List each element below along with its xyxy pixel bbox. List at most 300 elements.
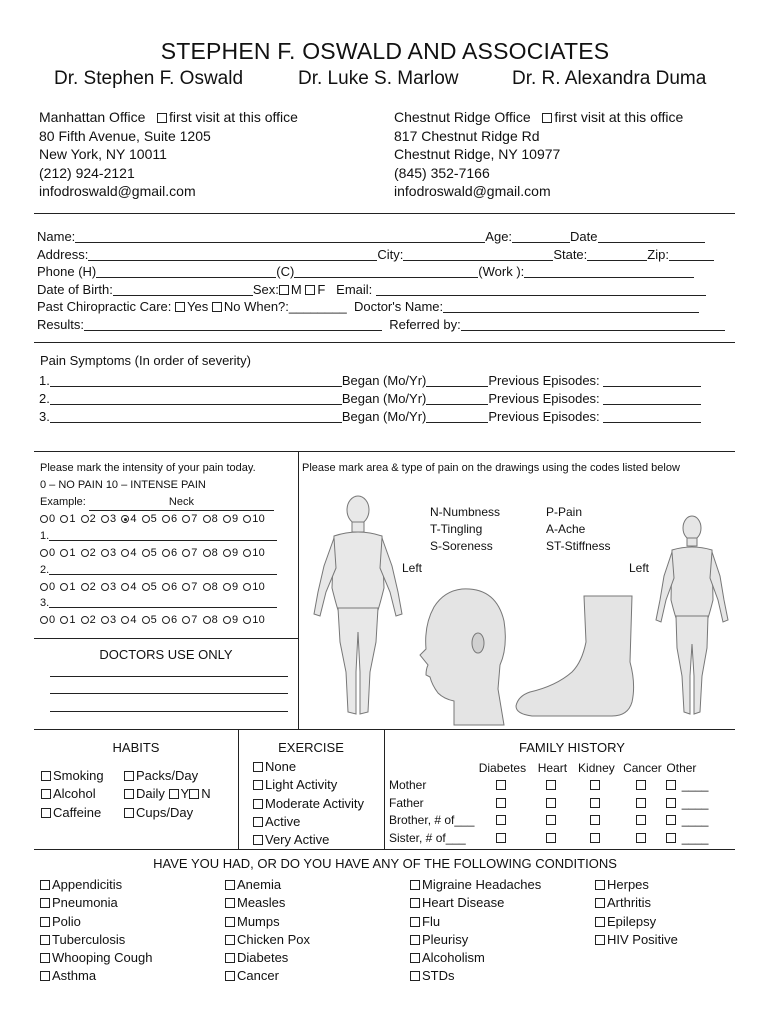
daily-no-label: N	[201, 786, 211, 802]
radio-icon[interactable]	[182, 515, 190, 523]
radio-icon[interactable]	[60, 515, 68, 523]
daily-checkbox[interactable]	[124, 789, 134, 799]
sister-heart-checkbox[interactable]	[546, 833, 556, 843]
condition-item[interactable]	[225, 968, 310, 986]
radio-icon[interactable]	[60, 549, 68, 557]
conditions-col1	[40, 877, 152, 987]
radio-icon[interactable]	[203, 549, 211, 557]
radio-icon[interactable]	[223, 549, 231, 557]
daily-yes-checkbox[interactable]	[169, 789, 179, 799]
intensity-option-6[interactable]	[162, 547, 177, 559]
past-care-no-when-label: No When?:________	[223, 299, 347, 315]
radio-icon[interactable]	[162, 583, 170, 591]
alcohol-checkbox[interactable]	[41, 789, 51, 799]
divider	[34, 213, 735, 214]
column-heart: Heart	[537, 760, 568, 775]
intensity-option-6[interactable]	[162, 513, 177, 525]
condition-label: Cancer	[237, 968, 279, 984]
radio-icon[interactable]	[162, 616, 170, 624]
row-number: 3.	[40, 597, 50, 610]
symptom-row	[39, 372, 701, 390]
radio-icon[interactable]	[243, 515, 251, 523]
intensity-option-9[interactable]	[223, 581, 238, 593]
condition-item[interactable]	[410, 932, 541, 950]
radio-icon[interactable]	[243, 549, 251, 557]
name-field[interactable]	[75, 230, 485, 243]
mother-other-checkbox[interactable]	[666, 780, 676, 790]
name-label: Name:	[37, 229, 76, 244]
radio-icon[interactable]	[142, 515, 150, 523]
radio-icon[interactable]	[81, 583, 89, 591]
exercise-light-checkbox[interactable]	[253, 780, 263, 790]
left-label-back: Left	[629, 561, 650, 575]
office-name: Manhattan Office	[39, 109, 146, 125]
condition-item[interactable]	[225, 895, 310, 913]
intensity-option-8[interactable]	[203, 547, 218, 559]
cups-per-day-checkbox[interactable]	[124, 808, 134, 818]
brother-diabetes-checkbox[interactable]	[496, 815, 506, 825]
condition-label: Herpes	[607, 877, 649, 892]
intensity-value: 10	[252, 546, 265, 559]
condition-item[interactable]	[225, 914, 310, 932]
doctors-name-label: Doctor's Name:	[353, 299, 444, 315]
condition-item[interactable]	[225, 950, 310, 968]
mother-cancer-checkbox[interactable]	[636, 780, 646, 790]
phone-cell-field[interactable]	[294, 265, 478, 278]
row-label: Brother, # of___	[389, 813, 475, 828]
intensity-option-5[interactable]	[142, 513, 157, 525]
foot-figure[interactable]	[512, 592, 646, 724]
pain-area-field[interactable]	[49, 562, 277, 575]
intensity-option-8[interactable]	[203, 581, 218, 593]
previous-label: Previous Episodes:	[488, 390, 600, 406]
condition-item[interactable]	[225, 932, 310, 950]
daily-no-checkbox[interactable]	[189, 789, 199, 799]
intensity-option-10[interactable]	[243, 547, 265, 559]
radio-icon[interactable]	[40, 583, 48, 591]
other-blank[interactable]: ____	[681, 778, 709, 793]
body-front-figure[interactable]	[308, 492, 408, 724]
condition-checkbox[interactable]	[40, 898, 50, 908]
radio-icon[interactable]	[121, 549, 129, 557]
habits-col2	[124, 767, 211, 822]
radio-icon[interactable]	[101, 549, 109, 557]
alcohol-label: Alcohol	[53, 786, 96, 802]
sister-cancer-checkbox[interactable]	[636, 833, 646, 843]
city-field[interactable]	[403, 248, 553, 261]
email-field[interactable]	[376, 283, 706, 296]
intensity-value: 0	[49, 614, 56, 627]
symptom-field[interactable]	[50, 392, 342, 405]
condition-checkbox[interactable]	[225, 898, 235, 908]
intensity-option-6[interactable]	[162, 614, 177, 626]
condition-label: Polio	[52, 913, 81, 929]
mother-heart-checkbox[interactable]	[546, 780, 556, 790]
began-label: Began (Mo/Yr)	[341, 373, 427, 388]
intensity-option-5[interactable]	[142, 581, 157, 593]
first-visit-label: first visit at this office	[554, 109, 684, 125]
condition-item[interactable]	[40, 877, 152, 895]
intensity-value: 7	[191, 546, 198, 559]
office-manhattan	[39, 108, 298, 201]
brother-other-checkbox[interactable]	[666, 815, 676, 825]
condition-label: HIV Positive	[607, 931, 678, 947]
exercise-very-active-checkbox[interactable]	[253, 835, 263, 845]
body-back-figure[interactable]	[652, 514, 732, 724]
intensity-value: 2	[89, 513, 96, 526]
radio-icon[interactable]	[121, 616, 129, 624]
condition-item[interactable]	[595, 914, 678, 932]
condition-checkbox[interactable]	[225, 935, 235, 945]
condition-checkbox[interactable]	[410, 898, 420, 908]
condition-item[interactable]	[40, 932, 152, 950]
intensity-option-1[interactable]	[60, 614, 75, 626]
dob-field[interactable]	[113, 283, 253, 296]
packs-per-day-checkbox[interactable]	[124, 771, 134, 781]
began-field[interactable]	[426, 392, 488, 405]
radio-icon[interactable]	[223, 515, 231, 523]
state-field[interactable]	[587, 248, 647, 261]
condition-item[interactable]	[40, 950, 152, 968]
head-profile-figure[interactable]	[414, 585, 510, 730]
date-field[interactable]	[598, 230, 705, 243]
past-care-yes-checkbox[interactable]	[175, 302, 185, 312]
radio-icon[interactable]	[182, 549, 190, 557]
divider	[34, 638, 298, 639]
previous-field[interactable]	[603, 392, 701, 405]
intensity-option-0[interactable]	[40, 581, 55, 593]
referred-by-field[interactable]	[461, 318, 725, 331]
radio-icon[interactable]	[243, 616, 251, 624]
intensity-value: 5	[150, 546, 157, 559]
radio-icon[interactable]	[162, 549, 170, 557]
pain-area-field[interactable]	[49, 528, 277, 541]
intensity-option-7[interactable]	[182, 614, 197, 626]
condition-item[interactable]	[410, 914, 541, 932]
age-label: Age:	[485, 229, 513, 244]
intensity-value: 2	[89, 614, 96, 627]
intensity-section	[40, 460, 277, 629]
divider	[34, 849, 735, 850]
intensity-option-2[interactable]	[81, 581, 96, 593]
radio-icon[interactable]	[40, 616, 48, 624]
sex-label: Sex:	[252, 281, 279, 297]
exercise-active-checkbox[interactable]	[253, 817, 263, 827]
condition-item[interactable]	[40, 895, 152, 913]
intensity-option-0[interactable]	[40, 547, 55, 559]
condition-item[interactable]	[225, 877, 310, 895]
radio-icon[interactable]	[203, 616, 211, 624]
doctor-2: Dr. Luke S. Marlow	[298, 68, 459, 89]
radio-icon[interactable]	[162, 515, 170, 523]
intensity-value: 1	[69, 614, 76, 627]
father-cancer-checkbox[interactable]	[636, 798, 646, 808]
exercise-moderate-checkbox[interactable]	[253, 799, 263, 809]
code-ache: A-Ache	[546, 522, 586, 536]
condition-checkbox[interactable]	[225, 953, 235, 963]
intensity-value: 9	[231, 580, 239, 593]
column-cancer: Cancer	[623, 760, 662, 775]
mother-kidney-checkbox[interactable]	[590, 780, 600, 790]
radio-icon[interactable]	[203, 515, 211, 523]
family-history-heading: FAMILY HISTORY	[519, 740, 625, 755]
condition-checkbox[interactable]	[410, 971, 420, 981]
radio-icon[interactable]	[60, 583, 68, 591]
first-visit-checkbox[interactable]	[157, 113, 167, 123]
father-other-checkbox[interactable]	[666, 798, 676, 808]
intensity-value: 8	[211, 580, 218, 593]
condition-item[interactable]	[40, 968, 152, 986]
radio-icon[interactable]	[223, 616, 231, 624]
radio-icon[interactable]	[81, 616, 89, 624]
office-phone: (212) 924-2121	[39, 164, 135, 181]
pain-symptoms-heading: Pain Symptoms (In order of severity)	[40, 353, 251, 368]
sex-male-label: M	[290, 281, 302, 297]
row-label: Sister, # of___	[389, 830, 466, 845]
intensity-value: 8	[211, 614, 218, 627]
family-history-table	[389, 759, 720, 847]
condition-checkbox[interactable]	[595, 935, 605, 945]
phone-home-label: Phone (H)	[37, 264, 97, 280]
radio-icon[interactable]	[101, 616, 109, 624]
intensity-option-3[interactable]	[101, 581, 116, 593]
condition-checkbox[interactable]	[225, 880, 235, 890]
exercise-light-label: Light Activity	[265, 777, 338, 793]
intensity-value: 0	[49, 546, 56, 559]
intensity-value: 8	[211, 546, 218, 559]
condition-checkbox[interactable]	[410, 953, 420, 963]
symptom-field[interactable]	[50, 374, 342, 387]
began-label: Began (Mo/Yr)	[341, 390, 427, 406]
radio-icon[interactable]	[223, 583, 231, 591]
code-tingling: T-Tingling	[430, 522, 483, 536]
phone-home-field[interactable]	[96, 265, 276, 278]
intensity-value: 2	[89, 546, 96, 559]
intensity-option-1[interactable]	[60, 513, 75, 525]
radio-icon[interactable]	[121, 583, 129, 591]
condition-checkbox[interactable]	[595, 898, 605, 908]
condition-label: Pneumonia	[52, 895, 118, 911]
smoking-checkbox[interactable]	[41, 771, 51, 781]
intensity-option-0[interactable]	[40, 513, 55, 525]
brother-kidney-checkbox[interactable]	[590, 815, 600, 825]
condition-item[interactable]	[40, 914, 152, 932]
doctors-line	[50, 711, 288, 712]
previous-field[interactable]	[603, 410, 701, 423]
sister-kidney-checkbox[interactable]	[590, 833, 600, 843]
condition-item[interactable]	[410, 877, 541, 895]
intensity-scale-description: 0 – NO PAIN 10 – INTENSE PAIN	[40, 478, 206, 491]
intensity-value: 2	[89, 580, 96, 593]
sex-male-checkbox[interactable]	[279, 285, 289, 295]
other-blank[interactable]: ____	[681, 795, 709, 810]
radio-icon[interactable]	[40, 515, 48, 523]
brother-cancer-checkbox[interactable]	[636, 815, 646, 825]
intensity-value: 7	[191, 580, 198, 593]
intensity-option-3[interactable]	[101, 547, 116, 559]
intensity-scale-3[interactable]	[40, 612, 277, 629]
intensity-option-10[interactable]	[243, 614, 265, 626]
father-heart-checkbox[interactable]	[546, 798, 556, 808]
intensity-option-9[interactable]	[223, 547, 238, 559]
condition-item[interactable]	[410, 895, 541, 913]
intensity-option-2[interactable]	[81, 614, 96, 626]
radio-icon[interactable]	[101, 515, 109, 523]
began-field[interactable]	[426, 410, 488, 423]
intensity-option-7[interactable]	[182, 547, 197, 559]
office-address1: 80 Fifth Avenue, Suite 1205	[39, 127, 211, 144]
intensity-option-2[interactable]	[81, 513, 96, 525]
began-field[interactable]	[426, 374, 488, 387]
intensity-value: 3	[109, 614, 117, 627]
condition-checkbox[interactable]	[595, 917, 605, 927]
brother-heart-checkbox[interactable]	[546, 815, 556, 825]
condition-item[interactable]	[410, 950, 541, 968]
results-field[interactable]	[84, 318, 382, 331]
exercise-none-checkbox[interactable]	[253, 762, 263, 772]
intensity-option-1[interactable]	[60, 581, 75, 593]
first-visit-checkbox[interactable]	[542, 113, 552, 123]
intensity-option-4[interactable]	[121, 581, 136, 593]
office-email: infodroswald@gmail.com	[394, 183, 551, 200]
condition-checkbox[interactable]	[225, 971, 235, 981]
intensity-option-9[interactable]	[223, 513, 238, 525]
condition-item[interactable]	[595, 877, 678, 895]
doctors-line	[50, 693, 288, 694]
state-label: State:	[553, 246, 588, 262]
intensity-option-8[interactable]	[203, 614, 218, 626]
condition-checkbox[interactable]	[40, 935, 50, 945]
condition-item[interactable]	[410, 968, 541, 986]
intensity-instruction: Please mark the intensity of your pain today.	[40, 462, 256, 474]
condition-item[interactable]	[595, 932, 678, 950]
phone-cell-label: (C)	[276, 264, 295, 280]
condition-label: Whooping Cough	[52, 950, 153, 966]
radio-icon[interactable]	[121, 515, 129, 523]
began-label: Began (Mo/Yr)	[341, 408, 427, 424]
intensity-option-9[interactable]	[223, 614, 238, 626]
past-care-label: Past Chiropractic Care:	[37, 299, 172, 315]
referred-by-label: Referred by:	[389, 316, 461, 332]
intensity-option-4[interactable]	[121, 614, 136, 626]
condition-checkbox[interactable]	[40, 917, 50, 927]
radio-icon[interactable]	[81, 515, 89, 523]
conditions-col2	[225, 877, 310, 987]
intensity-option-3[interactable]	[101, 614, 116, 626]
symptom-field[interactable]	[50, 410, 342, 423]
doctors-name-field[interactable]	[443, 300, 699, 313]
intensity-value: 10	[252, 580, 265, 593]
condition-label: Heart Disease	[422, 895, 505, 911]
radio-icon[interactable]	[60, 616, 68, 624]
intensity-value: 1	[69, 513, 76, 526]
previous-field[interactable]	[603, 374, 701, 387]
row-number: 3.	[39, 408, 50, 424]
radio-icon[interactable]	[81, 549, 89, 557]
condition-label: STDs	[422, 968, 455, 984]
divider	[298, 451, 299, 729]
condition-item[interactable]	[595, 895, 678, 913]
intensity-option-5[interactable]	[142, 547, 157, 559]
intensity-option-7[interactable]	[182, 581, 197, 593]
divider	[34, 451, 735, 452]
phone-work-field[interactable]	[524, 265, 694, 278]
condition-label: Diabetes	[237, 950, 289, 966]
condition-checkbox[interactable]	[225, 917, 235, 927]
condition-checkbox[interactable]	[595, 880, 605, 890]
intensity-scale-1[interactable]	[40, 545, 277, 562]
other-blank[interactable]: ____	[681, 813, 709, 828]
radio-icon[interactable]	[40, 549, 48, 557]
intensity-option-1[interactable]	[60, 547, 75, 559]
condition-checkbox[interactable]	[410, 935, 420, 945]
intensity-option-2[interactable]	[81, 547, 96, 559]
radio-icon[interactable]	[203, 583, 211, 591]
left-label-front: Left	[402, 561, 423, 575]
exercise-none-label: None	[265, 759, 297, 774]
radio-icon[interactable]	[182, 583, 190, 591]
row-number: 2.	[40, 563, 50, 576]
condition-checkbox[interactable]	[410, 880, 420, 890]
radio-icon[interactable]	[142, 549, 150, 557]
radio-icon[interactable]	[142, 583, 150, 591]
codes-left	[430, 504, 500, 555]
mother-diabetes-checkbox[interactable]	[496, 780, 506, 790]
intensity-option-10[interactable]	[243, 581, 265, 593]
pain-area-field[interactable]	[49, 595, 277, 608]
intensity-option-10[interactable]	[243, 513, 265, 525]
intensity-option-0[interactable]	[40, 614, 55, 626]
intensity-option-6[interactable]	[162, 581, 177, 593]
condition-checkbox[interactable]	[40, 880, 50, 890]
radio-icon[interactable]	[182, 616, 190, 624]
intensity-value: 9	[231, 513, 239, 526]
habits-col1	[41, 767, 104, 822]
caffeine-checkbox[interactable]	[41, 808, 51, 818]
intensity-option-3[interactable]	[101, 513, 116, 525]
code-stiffness: ST-Stiffness	[546, 539, 611, 553]
condition-checkbox[interactable]	[40, 971, 50, 981]
father-diabetes-checkbox[interactable]	[496, 798, 506, 808]
father-kidney-checkbox[interactable]	[590, 798, 600, 808]
age-field[interactable]	[512, 230, 570, 243]
intensity-option-4[interactable]	[121, 513, 136, 525]
condition-checkbox[interactable]	[40, 953, 50, 963]
address-field[interactable]	[88, 248, 377, 261]
doctors-use-only-heading: DOCTORS USE ONLY	[99, 647, 233, 662]
intensity-option-7[interactable]	[182, 513, 197, 525]
past-care-no-checkbox[interactable]	[212, 302, 222, 312]
radio-icon[interactable]	[243, 583, 251, 591]
sex-female-checkbox[interactable]	[305, 285, 315, 295]
condition-checkbox[interactable]	[410, 917, 420, 927]
intensity-option-8[interactable]	[203, 513, 218, 525]
radio-icon[interactable]	[142, 616, 150, 624]
intensity-scale-2[interactable]	[40, 579, 277, 596]
condition-label: Tuberculosis	[52, 931, 126, 947]
phone-work-label: (Work ):	[478, 264, 525, 280]
daily-label: Daily	[136, 786, 165, 802]
intensity-option-4[interactable]	[121, 547, 136, 559]
intensity-value: 0	[49, 513, 56, 526]
zip-field[interactable]	[669, 248, 714, 261]
intensity-option-5[interactable]	[142, 614, 157, 626]
sister-diabetes-checkbox[interactable]	[496, 833, 506, 843]
radio-icon[interactable]	[101, 583, 109, 591]
sister-other-checkbox[interactable]	[666, 833, 676, 843]
code-soreness: S-Soreness	[430, 539, 493, 553]
other-blank[interactable]: ____	[681, 830, 709, 845]
